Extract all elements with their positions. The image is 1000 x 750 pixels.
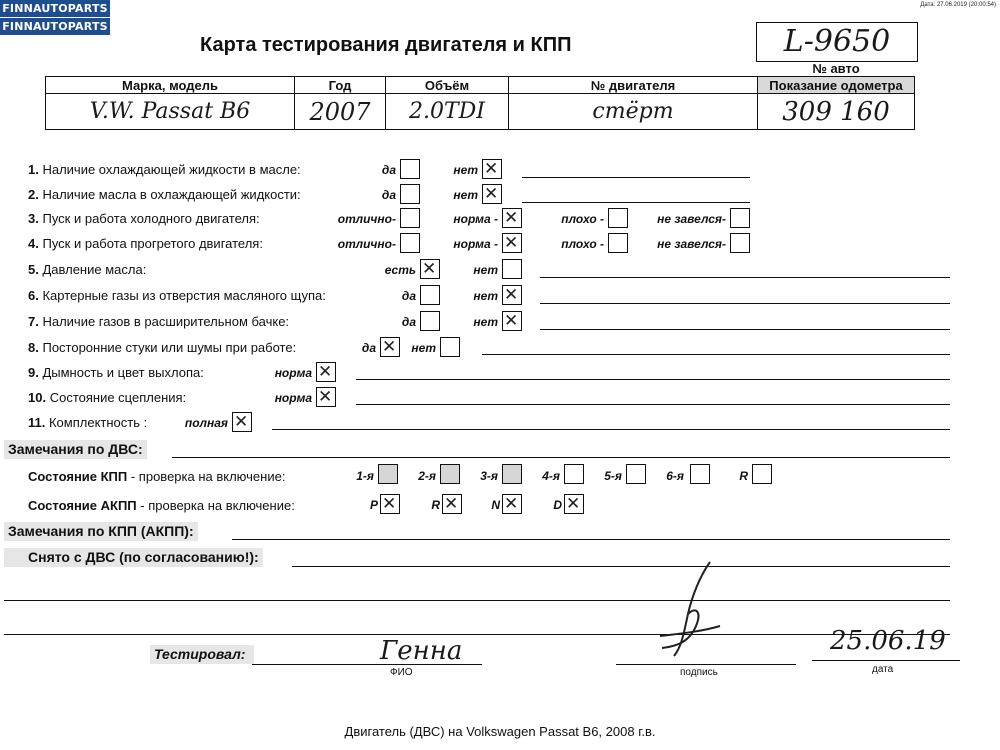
removed-label: Снято с ДВС (по согласованию!): [4, 548, 263, 567]
date-label: дата [872, 664, 894, 675]
checkbox-q7-no[interactable] [502, 311, 522, 331]
question-9: 9. Дымность и цвет выхлопа: [28, 365, 204, 380]
opt-full-label: полная [184, 416, 228, 430]
opt-no-label: нет [411, 341, 436, 355]
vehicle-header-table [45, 76, 915, 130]
checkbox-gear-1[interactable] [378, 464, 398, 484]
date-stamp: Дата: 27.06.2019 (20:00:54) [920, 2, 996, 8]
value-make-model: V.W. Passat B6 [46, 94, 295, 130]
comment-line [540, 329, 950, 330]
fio-line [252, 664, 482, 665]
question-1: 1. Наличие охлаждающей жидкости в масле: [28, 162, 301, 177]
question-4: 4. Пуск и работа прогретого двигателя: [28, 236, 263, 251]
page-title: Карта тестирования двигателя и КПП [200, 34, 572, 56]
checkbox-q2-yes[interactable] [400, 184, 420, 204]
tested-label: Тестировал: [150, 645, 254, 664]
checkbox-gear-2[interactable] [440, 464, 460, 484]
checkbox-q4-nostart[interactable] [730, 233, 750, 253]
engine-remarks-label: Замечания по ДВС: [4, 440, 147, 459]
checkbox-q5-no[interactable] [502, 259, 522, 279]
opt-yes-label: да [381, 188, 396, 202]
opt-yes-label: да [401, 315, 416, 329]
signature-label: подпись [680, 667, 718, 678]
opt-nostart-label: не завелся- [657, 237, 726, 251]
checkbox-akpp-n[interactable] [502, 494, 522, 514]
gear-4-label: 4-я [542, 469, 560, 483]
tester-name: Генна [380, 636, 463, 666]
checkbox-q6-no[interactable] [502, 285, 522, 305]
akpp-p-label: P [369, 498, 378, 512]
checkbox-q3-nostart[interactable] [730, 208, 750, 228]
checkbox-q10-norm[interactable] [316, 387, 336, 407]
opt-excellent-label: отлично- [337, 237, 396, 251]
checkbox-q4-excellent[interactable] [400, 233, 420, 253]
reg-number-box [756, 22, 918, 62]
checkbox-q1-no[interactable] [482, 159, 502, 179]
col-odometer: Показание одометра [758, 77, 915, 94]
gearbox-remarks-label: Замечания по КПП (АКПП): [4, 522, 198, 541]
opt-no-label: нет [473, 263, 498, 277]
checkbox-q4-bad[interactable] [608, 233, 628, 253]
checkbox-gear-6[interactable] [690, 464, 710, 484]
checkbox-q4-normal[interactable] [502, 233, 522, 253]
question-10: 10. Состояние сцепления: [28, 390, 187, 405]
checkbox-q8-yes[interactable] [380, 337, 400, 357]
opt-normal-label: норма - [453, 212, 498, 226]
comment-line [272, 429, 950, 430]
question-8: 8. Посторонние стуки или шумы при работе: [28, 340, 297, 355]
opt-nostart-label: не завелся- [657, 212, 726, 226]
comment-line [522, 177, 750, 178]
akpp-d-label: D [553, 498, 562, 512]
question-6: 6. Картерные газы из отверстия масляного щупа: [28, 288, 326, 303]
footer-caption: Двигатель (ДВС) на Volkswagen Passat B6, 2008 г.в. [344, 724, 656, 739]
question-5: 5. Давление масла: [28, 262, 147, 277]
question-2: 2. Наличие масла в охлаждающей жидкости: [28, 187, 301, 202]
question-3: 3. Пуск и работа холодного двигателя: [28, 211, 260, 226]
checkbox-gear-5[interactable] [626, 464, 646, 484]
brand-logo-bottom: FINNAUTOPARTS [0, 18, 110, 35]
opt-bad-label: плохо - [561, 237, 604, 251]
checkbox-akpp-d[interactable] [564, 494, 584, 514]
comment-line [356, 379, 950, 380]
kpp-check-label: Состояние КПП - проверка на включение: [28, 469, 286, 484]
value-odometer: 309 160 [758, 94, 915, 130]
checkbox-akpp-r[interactable] [442, 494, 462, 514]
checkbox-q3-excellent[interactable] [400, 208, 420, 228]
checkbox-gear-4[interactable] [564, 464, 584, 484]
opt-yes-label: да [401, 289, 416, 303]
opt-yes-label: да [361, 341, 376, 355]
akpp-n-label: N [491, 498, 500, 512]
checkbox-q11-full[interactable] [232, 412, 252, 432]
comment-line [540, 277, 950, 278]
checkbox-q9-norm[interactable] [316, 362, 336, 382]
comment-line [482, 354, 950, 355]
akpp-r-label: R [431, 498, 440, 512]
removed-line-3 [4, 634, 950, 635]
opt-no-label: нет [473, 289, 498, 303]
comment-line [356, 404, 950, 405]
comment-line [522, 202, 750, 203]
opt-norm-label: норма [274, 366, 312, 380]
gear-3-label: 3-я [480, 469, 498, 483]
opt-excellent-label: отлично- [337, 212, 396, 226]
checkbox-q2-no[interactable] [482, 184, 502, 204]
col-engine-number: № двигателя [509, 77, 758, 94]
checkbox-q6-yes[interactable] [420, 285, 440, 305]
opt-no-label: нет [453, 163, 478, 177]
gear-1-label: 1-я [356, 469, 374, 483]
date-line [812, 660, 960, 661]
question-11: 11. Комплектность : [28, 415, 148, 430]
value-engine-number: стёрт [509, 94, 758, 130]
gear-6-label: 6-я [666, 469, 684, 483]
gear-2-label: 2-я [418, 469, 436, 483]
signature-line [616, 664, 796, 665]
signature-image [640, 556, 730, 666]
opt-normal-label: норма - [453, 237, 498, 251]
checkbox-akpp-p[interactable] [380, 494, 400, 514]
opt-norm-label: норма [274, 391, 312, 405]
test-date: 25.06.19 [830, 626, 946, 656]
checkbox-q5-present[interactable] [420, 259, 440, 279]
question-7: 7. Наличие газов в расширительном бачке: [28, 314, 290, 329]
comment-line [540, 303, 950, 304]
opt-yes-label: да [381, 163, 396, 177]
removed-line-1 [292, 566, 950, 567]
opt-no-label: нет [473, 315, 498, 329]
reg-number: L-9650 [783, 24, 891, 59]
opt-present-label: есть [384, 263, 416, 277]
gearbox-remarks-line [232, 539, 950, 540]
checkbox-q1-yes[interactable] [400, 159, 420, 179]
value-volume: 2.0TDI [386, 94, 509, 130]
removed-line-2 [4, 600, 950, 601]
checkbox-gear-3[interactable] [502, 464, 522, 484]
opt-no-label: нет [453, 188, 478, 202]
col-make-model: Марка, модель [46, 77, 295, 94]
gear-r-label: R [739, 469, 748, 483]
checkbox-q3-bad[interactable] [608, 208, 628, 228]
akpp-check-label: Состояние АКПП - проверка на включение: [28, 498, 295, 513]
gear-5-label: 5-я [604, 469, 622, 483]
checkbox-q7-yes[interactable] [420, 311, 440, 331]
auto-number-label: № авто [812, 61, 860, 76]
col-year: Год [295, 77, 386, 94]
brand-logo-top: FINNAUTOPARTS [0, 0, 110, 17]
col-volume: Объём [386, 77, 509, 94]
value-year: 2007 [295, 94, 386, 130]
checkbox-q3-normal[interactable] [502, 208, 522, 228]
checkbox-q8-no[interactable] [440, 337, 460, 357]
checkbox-gear-r[interactable] [752, 464, 772, 484]
opt-bad-label: плохо - [561, 212, 604, 226]
engine-remarks-line [172, 457, 950, 458]
fio-label: ФИО [390, 667, 413, 678]
